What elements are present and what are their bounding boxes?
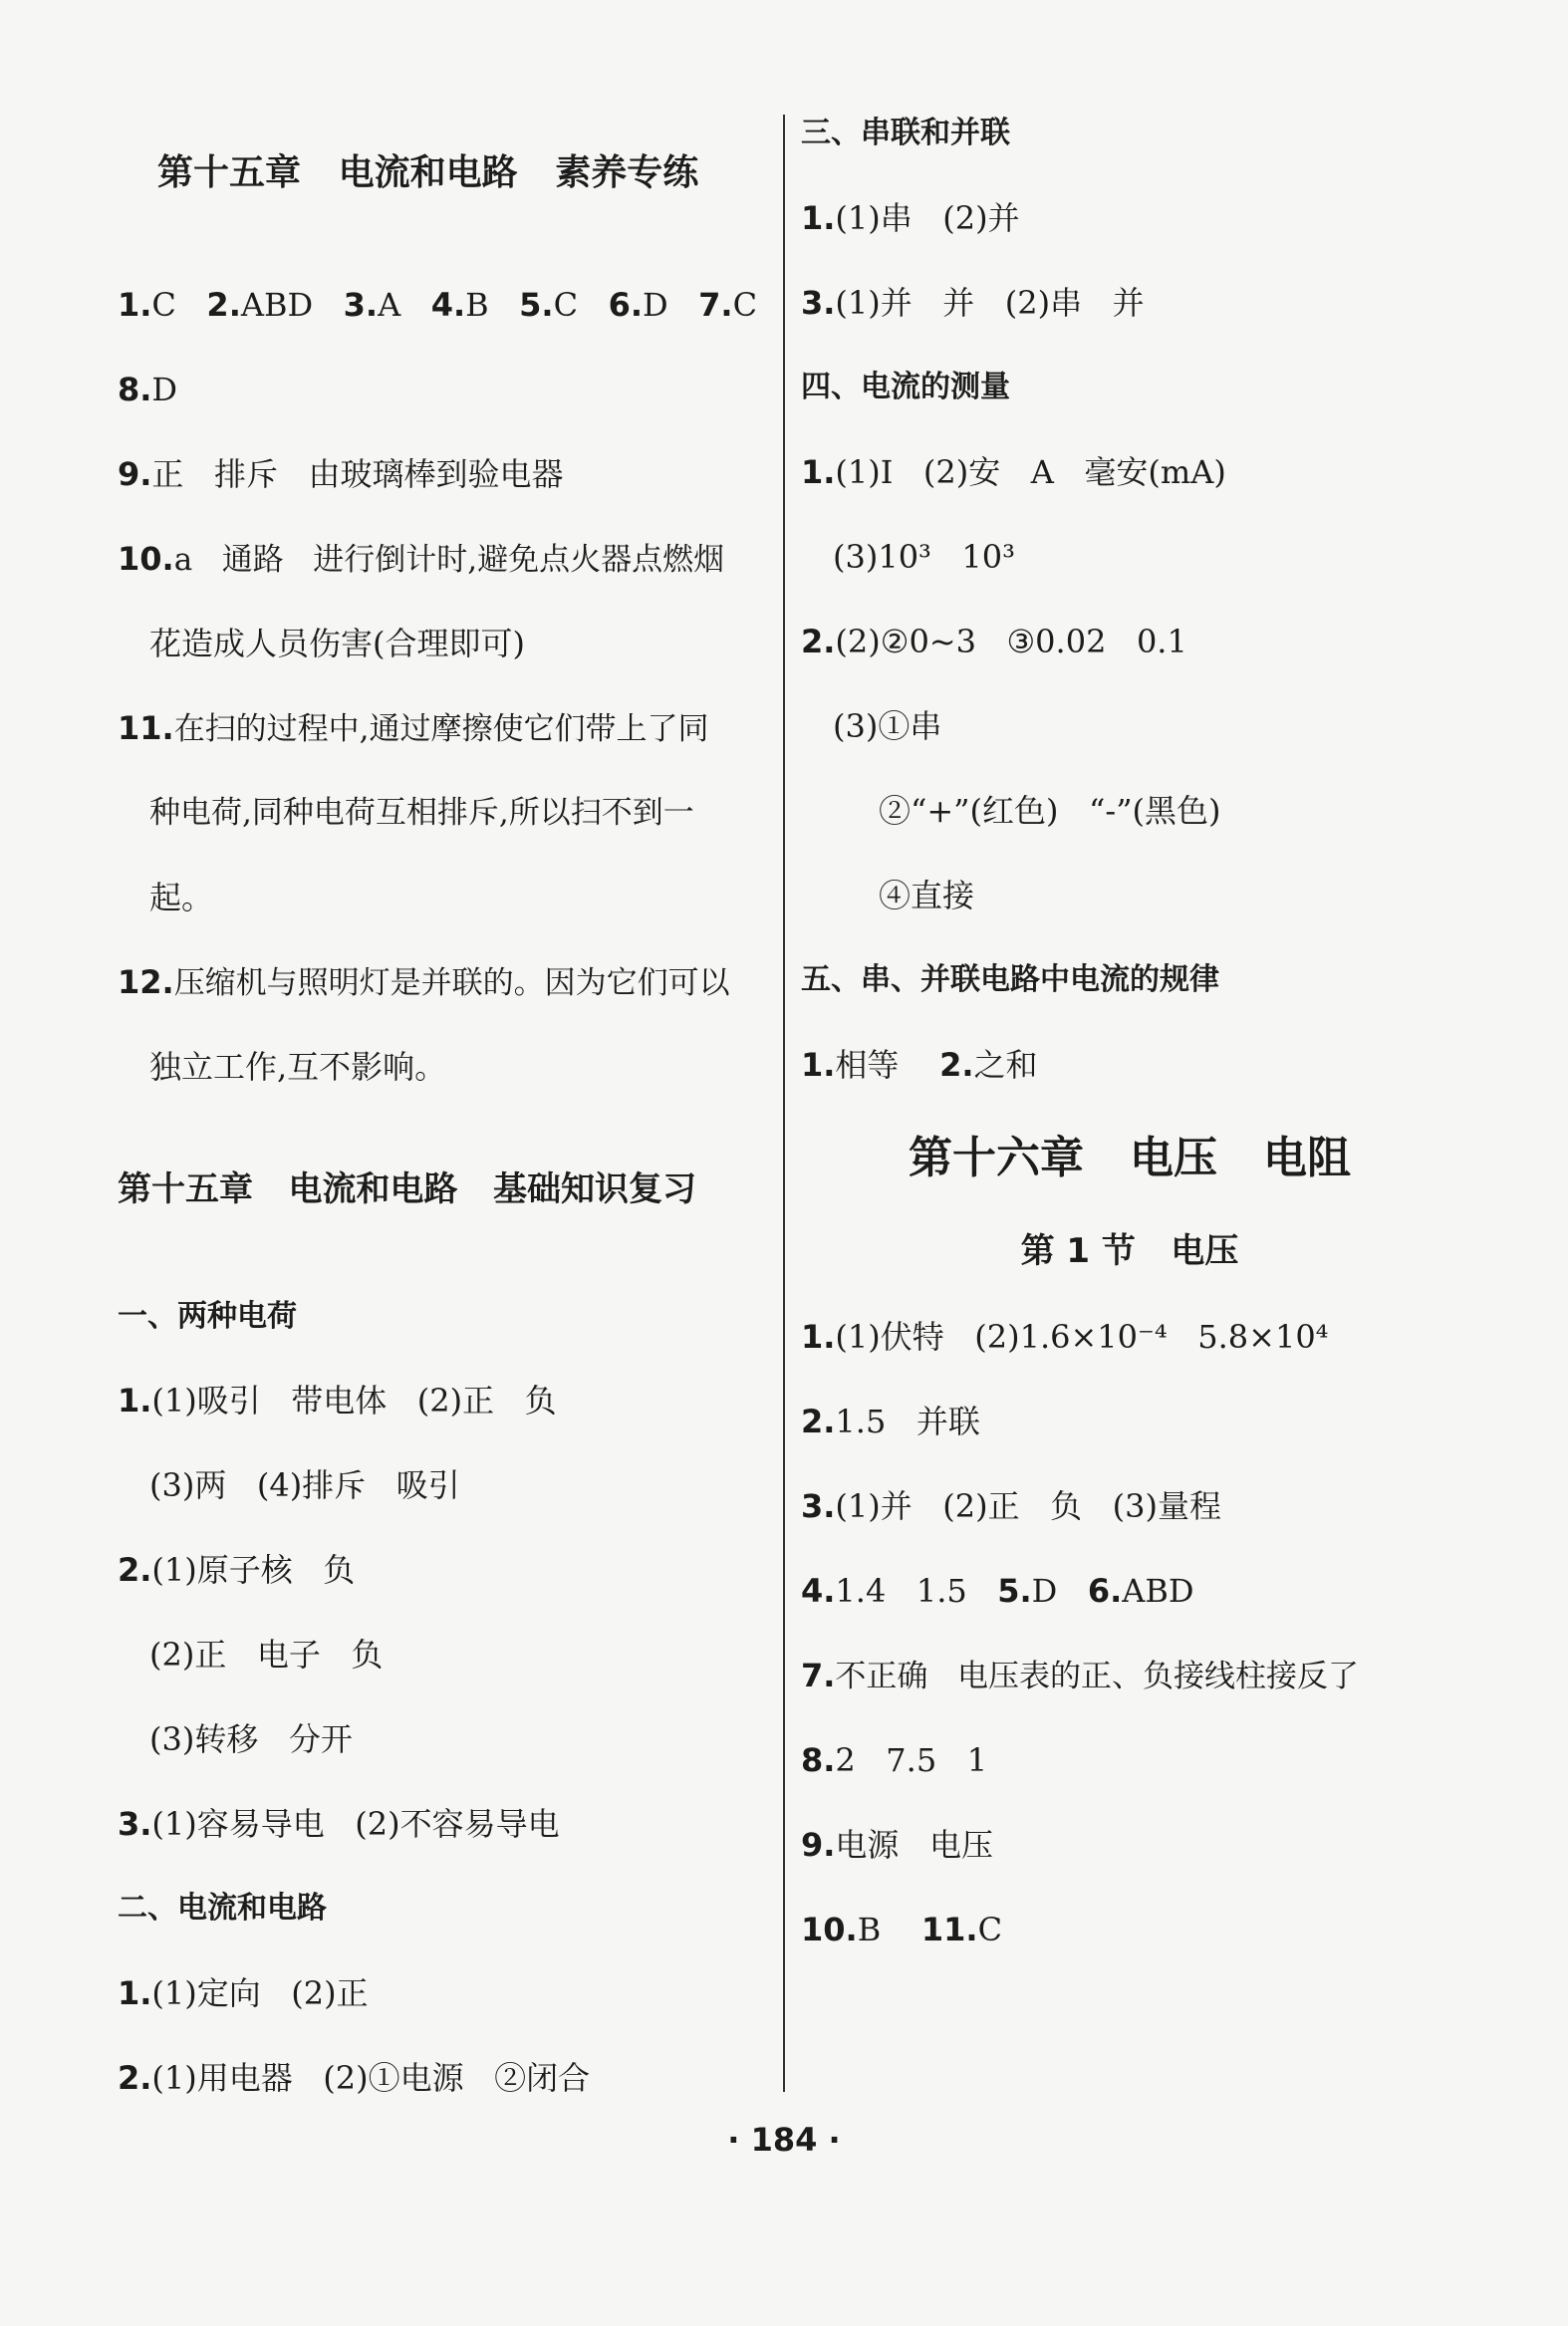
voltage-line-1: 1.(1)伏特 (2)1.6×10⁻⁴ 5.8×10⁴ bbox=[801, 1318, 1329, 1356]
r-answer-line-1: 1.(1)串 (2)并 bbox=[801, 199, 1020, 237]
section-heading-current-measure: 四、电流的测量 bbox=[801, 370, 1010, 404]
answer-line-12: 12.压缩机与照明灯是并联的。因为它们可以 bbox=[118, 963, 730, 1001]
voltage-line-3: 3.(1)并 (2)正 负 (3)量程 bbox=[801, 1487, 1221, 1525]
r-measure-line-2-d: ④直接 bbox=[879, 877, 975, 914]
column-divider bbox=[783, 115, 785, 2092]
review-line-4: 1.(1)定向 (2)正 bbox=[118, 1974, 369, 2012]
voltage-line-8: 8.2 7.5 1 bbox=[801, 1741, 988, 1779]
review-line-2-cont-b: (3)转移 分开 bbox=[149, 1720, 353, 1758]
section-heading-current-rules: 五、串、并联电路中电流的规律 bbox=[801, 962, 1219, 997]
voltage-line-9: 9.电源 电压 bbox=[801, 1826, 993, 1864]
review-line-5: 2.(1)用电器 (2)①电源 ②闭合 bbox=[118, 2059, 591, 2097]
answer-line-10-cont: 花造成人员伤害(合理即可) bbox=[149, 625, 525, 662]
section-heading-series-parallel: 三、串联和并联 bbox=[801, 116, 1010, 150]
chapter-16-title: 第十六章 电压 电阻 bbox=[909, 1133, 1351, 1183]
answer-line-1-7: 1.C 2.ABD 3.A 4.B 5.C 6.D 7.C bbox=[118, 286, 758, 324]
answer-line-10: 10.a 通路 进行倒计时,避免点火器点燃烟 bbox=[118, 540, 725, 578]
answer-line-11: 11.在扫的过程中,通过摩擦使它们带上了同 bbox=[118, 709, 709, 747]
review-line-2-cont-a: (2)正 电子 负 bbox=[149, 1636, 384, 1674]
answer-line-11-end: 起。 bbox=[149, 879, 214, 916]
review-line-1: 1.(1)吸引 带电体 (2)正 负 bbox=[118, 1382, 557, 1420]
answer-line-9: 9.正 排斥 由玻璃棒到验电器 bbox=[118, 455, 564, 493]
r-measure-line-2: 2.(2)②0~3 ③0.02 0.1 bbox=[801, 623, 1187, 660]
voltage-line-10-11: 10.B 11.C bbox=[801, 1911, 1003, 1948]
section-heading-two-charges: 一、两种电荷 bbox=[118, 1299, 297, 1334]
review-line-3: 3.(1)容易导电 (2)不容易导电 bbox=[118, 1805, 560, 1843]
r-measure-line-1-cont: (3)10³ 10³ bbox=[833, 538, 1015, 576]
chapter-15-practice-title: 第十五章 电流和电路 素养专练 bbox=[157, 152, 699, 193]
section-1-title: 第 1 节 电压 bbox=[1020, 1231, 1239, 1271]
answer-line-8: 8.D bbox=[118, 371, 178, 408]
voltage-line-7: 7.不正确 电压表的正、负接线柱接反了 bbox=[801, 1657, 1359, 1694]
chapter-15-review-title: 第十五章 电流和电路 基础知识复习 bbox=[118, 1169, 697, 1209]
r-answer-line-3: 3.(1)并 并 (2)串 并 bbox=[801, 284, 1145, 322]
r-measure-line-1: 1.(1)I (2)安 A 毫安(mA) bbox=[801, 453, 1226, 491]
review-line-1-cont: (3)两 (4)排斥 吸引 bbox=[149, 1466, 460, 1504]
page-number: · 184 · bbox=[727, 2121, 841, 2159]
voltage-line-4-6: 4.1.4 1.5 5.D 6.ABD bbox=[801, 1572, 1194, 1610]
voltage-line-2: 2.1.5 并联 bbox=[801, 1403, 980, 1440]
review-line-2: 2.(1)原子核 负 bbox=[118, 1551, 356, 1589]
answer-line-12-cont: 独立工作,互不影响。 bbox=[149, 1048, 447, 1086]
r-measure-line-2-c: ②“+”(红色) “-”(黑色) bbox=[879, 792, 1221, 830]
section-heading-current-circuit: 二、电流和电路 bbox=[118, 1891, 327, 1926]
answer-line-11-cont: 种电荷,同种电荷互相排斥,所以扫不到一 bbox=[149, 795, 694, 831]
r-measure-line-2-b: (3)①串 bbox=[833, 707, 942, 745]
r-rules-line-1: 1.相等 2.之和 bbox=[801, 1046, 1038, 1084]
